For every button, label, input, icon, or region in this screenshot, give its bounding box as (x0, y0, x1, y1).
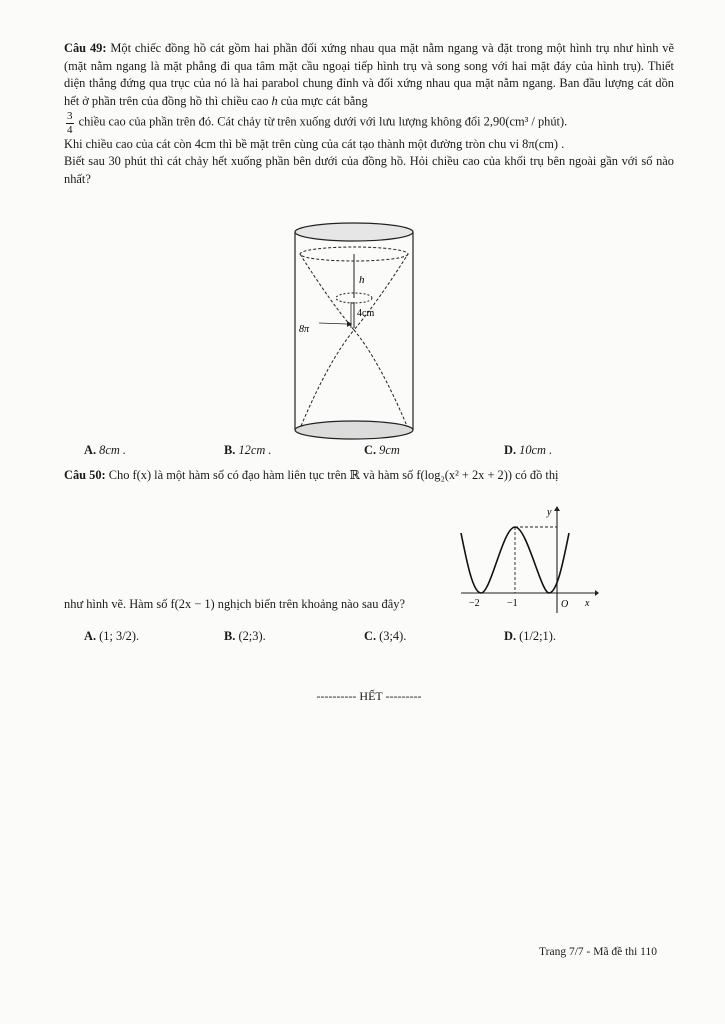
option-b: B. 12cm . (224, 443, 272, 457)
option-c: C. (3;4). (364, 629, 407, 643)
question-50 (64, 467, 674, 485)
graph-origin: O (561, 599, 569, 610)
question-49-text-2: của mực cát bằng (277, 93, 368, 108)
page-number: Trang 7/7 - Mã đề thi 110 (539, 946, 657, 958)
question-49-text-4: Khi chiều cao của cát còn 4cm thì bề mặt trên cùng của cát tạo thành một đường tròn chu vi 8π(cm) . (64, 136, 565, 151)
question-50-options (84, 628, 644, 646)
hourglass-figure (289, 220, 419, 442)
question-49 (64, 40, 674, 188)
question-49-text-1: Một chiếc đồng hồ cát gồm hai phần đối xứng nhau qua mặt nằm ngang và đặt trong một hình trụ như hình vẽ (mặt nằm ngang là mặt phẳng đi qua tâm mặt cầu ngoại tiếp hình trụ và song song với hai mặt đáy của hình trụ). Thiết diện thẳng đứng qua trục của nó là hai parabol chung đỉnh và đối xứng nhau qua mặt nằm ngang. Ban đầu lượng cát dồn hết ở phần trên của đồng hồ thì chiều cao (64, 41, 674, 108)
question-50-label: Câu 50: (64, 468, 106, 482)
question-50-text-1: Cho f(x) là một hàm số có đạo hàm liên tục trên ℝ và hàm số f(log₂(x² + 2x + 2)) có đồ thị (105, 468, 559, 482)
option-d: D. 10cm . (504, 443, 553, 457)
question-49-options (84, 442, 644, 460)
option-a: A. (1; 3/2). (84, 629, 140, 643)
question-49-label: Câu 49: (64, 41, 107, 55)
option-a: A. 8cm . (84, 443, 126, 457)
figure-8pi-label: 8π (299, 324, 310, 335)
option-b: B. (2;3). (224, 629, 266, 643)
question-49-h: h (271, 93, 278, 108)
end-marker: ---------- HẾT --------- (316, 689, 422, 703)
question-50-text-2: như hình vẽ. Hàm số f(2x − 1) nghịch biến trên khoảng nào sau đây? (64, 597, 405, 611)
graph-y-label: y (547, 507, 552, 518)
graph-tick-minus-1: −1 (507, 598, 518, 609)
question-49-text-5: Biết sau 30 phút thì cát chảy hết xuống phần bên dưới của đồng hồ. Hỏi chiều cao của khối trụ bên ngoài gần với số nào nhất? (64, 154, 674, 186)
fraction-three-quarters: $\frac{3}{4}$ (67, 110, 73, 136)
exam-page (64, 40, 674, 703)
figure-4cm-label: 4cm (357, 308, 375, 319)
option-d: D. (1/2;1). (504, 629, 556, 643)
graph-tick-minus-2: −2 (469, 598, 480, 609)
option-c: C. 9cm (364, 443, 400, 457)
figure-h-label: h (359, 274, 365, 286)
graph-x-label: x (585, 598, 590, 609)
question-49-text-3: chiều cao của phần trên đó. Cát chảy từ trên xuống dưới với lưu lượng không đổi 2,90(cm³ / phút). (75, 114, 568, 129)
